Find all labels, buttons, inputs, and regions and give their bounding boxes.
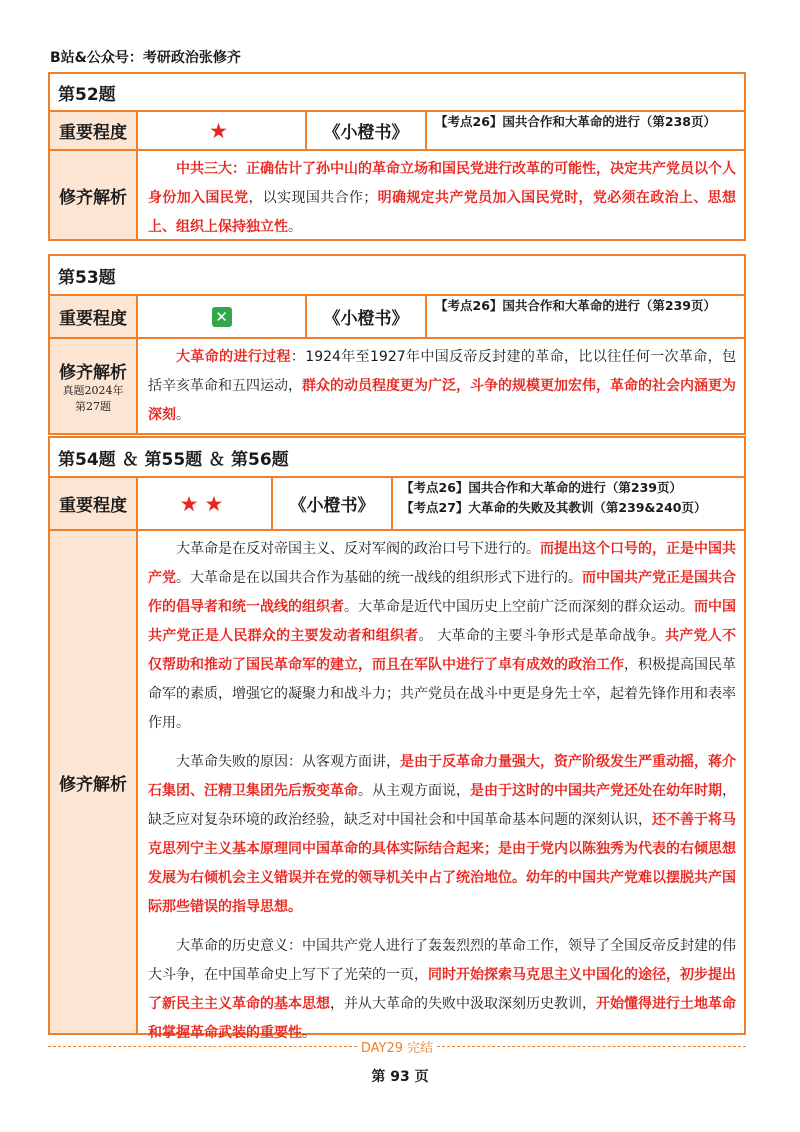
question-title: 第53题 xyxy=(50,256,744,296)
importance-row xyxy=(50,478,744,531)
analysis-text xyxy=(138,339,744,433)
plain-text: ，并从大革命的失败中汲取深刻历史教训， xyxy=(330,996,596,1012)
plain-text: ，积极提高国民革命军的素质，增强它的凝聚力和战斗力；共产党员在战斗中更是身先士卒，起着先锋作用和表率作用。 xyxy=(148,657,736,731)
key-point: 大革命的进行过程 xyxy=(176,349,291,365)
reference-cell xyxy=(427,296,744,337)
importance-row xyxy=(50,296,744,339)
plain-text: 。 xyxy=(302,1025,316,1041)
book-label: 《小橙书》 xyxy=(307,112,427,149)
key-point: 是由于反革命力量强大，资产阶级发生严重动摇，蒋介石集团、汪精卫集团先后叛变革命 xyxy=(148,754,736,799)
question-52-box xyxy=(48,72,746,241)
plain-text: 大革命的历史意义：中国共产党人进行了轰轰烈烈的革命工作，领导了全国反帝反封建的伟大斗争，在中国革命史上写下了光荣的一页， xyxy=(148,938,736,983)
key-point: 而中国共产党正是人民群众的主要发动者和组织者 xyxy=(148,599,736,644)
key-point: 是由于这时的中国共产党还处在幼年时期 xyxy=(470,783,722,799)
plain-text: 大革命是在反对帝国主义、反对军阀的政治口号下进行的。 xyxy=(176,541,540,557)
exam-question-note: 第27题 xyxy=(75,399,111,413)
key-point: 群众的动员程度更为广泛，斗争的规模更加宏伟，革命的社会内涵更为深刻 xyxy=(148,378,736,423)
cross-icon: ✕ xyxy=(212,307,232,327)
reference-text-2: 【考点27】大革命的失败及其教训（第239&240页） xyxy=(401,500,707,515)
importance-row xyxy=(50,112,744,151)
plain-text: 。 大革命的主要斗争形式是革命战争。 xyxy=(418,628,666,644)
plain-text: 。从主观方面说， xyxy=(358,783,470,799)
exam-year-note: 真题2024年 xyxy=(62,383,124,397)
analysis-text xyxy=(138,151,744,239)
importance-label: 重要程度 xyxy=(50,478,138,529)
question-53-box xyxy=(48,254,746,435)
reference-cell xyxy=(427,112,744,149)
importance-label: 重要程度 xyxy=(50,112,138,149)
key-point: 同时开始探索马克思主义中国化的途径，初步提出了新民主主义革命的基本思想 xyxy=(148,967,736,1012)
plain-text: 。大革命是在以国共合作为基础的统一战线的组织形式下进行的。 xyxy=(176,570,582,586)
question-54-56-box xyxy=(48,436,746,1041)
plain-text: ，缺乏应对复杂环境的政治经验，缺乏对中国社会和中国革命基本问题的深刻认识， xyxy=(148,783,736,828)
paragraph-failure-causes xyxy=(148,748,736,922)
paragraph-significance-process xyxy=(148,535,736,738)
key-point: 还不善于将马克思列宁主义基本原理同中国革命的具体实际结合起来；是由于党内以陈独秀为代表的右倾思想发展为右倾机会主义错误并在党的领导机关中占了统治地位。幼年的中国共产党难以摆脱共产国际那些错误的指导思想。 xyxy=(148,812,736,915)
key-point: 共产党人不仅帮助和推动了国民革命军的建立，而且在军队中进行了卓有成效的政治工作 xyxy=(148,628,737,673)
plain-text: ，以实现国共合作； xyxy=(248,190,378,206)
book-label: 《小橙书》 xyxy=(307,296,427,337)
channel-header: B站&公众号：考研政治张修齐 xyxy=(50,50,241,66)
analysis-label: 修齐解析 xyxy=(50,531,138,1033)
analysis-label: 修齐解析 xyxy=(50,151,138,239)
importance-label: 重要程度 xyxy=(50,296,138,337)
day-complete-divider xyxy=(48,1037,746,1056)
reference-text: 【考点26】国共合作和大革命的进行（第238页） xyxy=(435,114,716,129)
reference-text-1: 【考点26】国共合作和大革命的进行（第239页） xyxy=(401,480,682,495)
key-point: 而中国共产党正是国共合作的倡导者和统一战线的组织者 xyxy=(148,570,736,615)
plain-text: 。大革命是近代中国历史上空前广泛而深刻的群众运动。 xyxy=(344,599,694,615)
key-point: 中共三大：正确估计了孙中山的革命立场和国民党进行改革的可能性，决定共产党员以个人身份加入国民党 xyxy=(148,161,736,206)
divider-line-left xyxy=(48,1046,357,1047)
plain-text: 大革命失败的原因：从客观方面讲， xyxy=(176,754,400,770)
analysis-row xyxy=(50,531,744,1041)
analysis-label-block xyxy=(50,339,138,433)
analysis-row xyxy=(50,151,744,239)
reference-text: 【考点26】国共合作和大革命的进行（第239页） xyxy=(435,298,716,313)
analysis-text xyxy=(138,531,744,1041)
analysis-label: 修齐解析 xyxy=(59,362,127,383)
key-point: 而提出这个口号的，正是中国共产党 xyxy=(148,541,736,586)
importance-stars: ★ xyxy=(138,112,307,149)
key-point: 开始懂得进行土地革命和掌握革命武装的重要性 xyxy=(148,996,736,1041)
plain-text: 。 xyxy=(176,407,190,423)
page-number: 第 93 页 xyxy=(371,1069,429,1085)
question-title: 第52题 xyxy=(50,74,744,112)
key-point: 明确规定共产党员加入国民党时，党必须在政治上、思想上、组织上保持独立性 xyxy=(148,190,737,235)
question-title: 第54题 ＆ 第55题 ＆ 第56题 xyxy=(50,438,744,478)
plain-text: 。 xyxy=(288,219,302,235)
divider-line-right xyxy=(437,1046,746,1047)
paragraph-historical-significance xyxy=(148,932,736,1048)
plain-text: ：1924年至1927年中国反帝反封建的革命，比以往任何一次革命，包括辛亥革命和五四运动， xyxy=(148,349,737,394)
analysis-row xyxy=(50,339,744,433)
day-complete-text: DAY29 完结 xyxy=(360,1041,434,1056)
book-label: 《小橙书》 xyxy=(273,478,393,529)
importance-mark xyxy=(138,296,307,337)
reference-cell xyxy=(393,478,744,529)
importance-stars: ★★ xyxy=(138,478,273,529)
